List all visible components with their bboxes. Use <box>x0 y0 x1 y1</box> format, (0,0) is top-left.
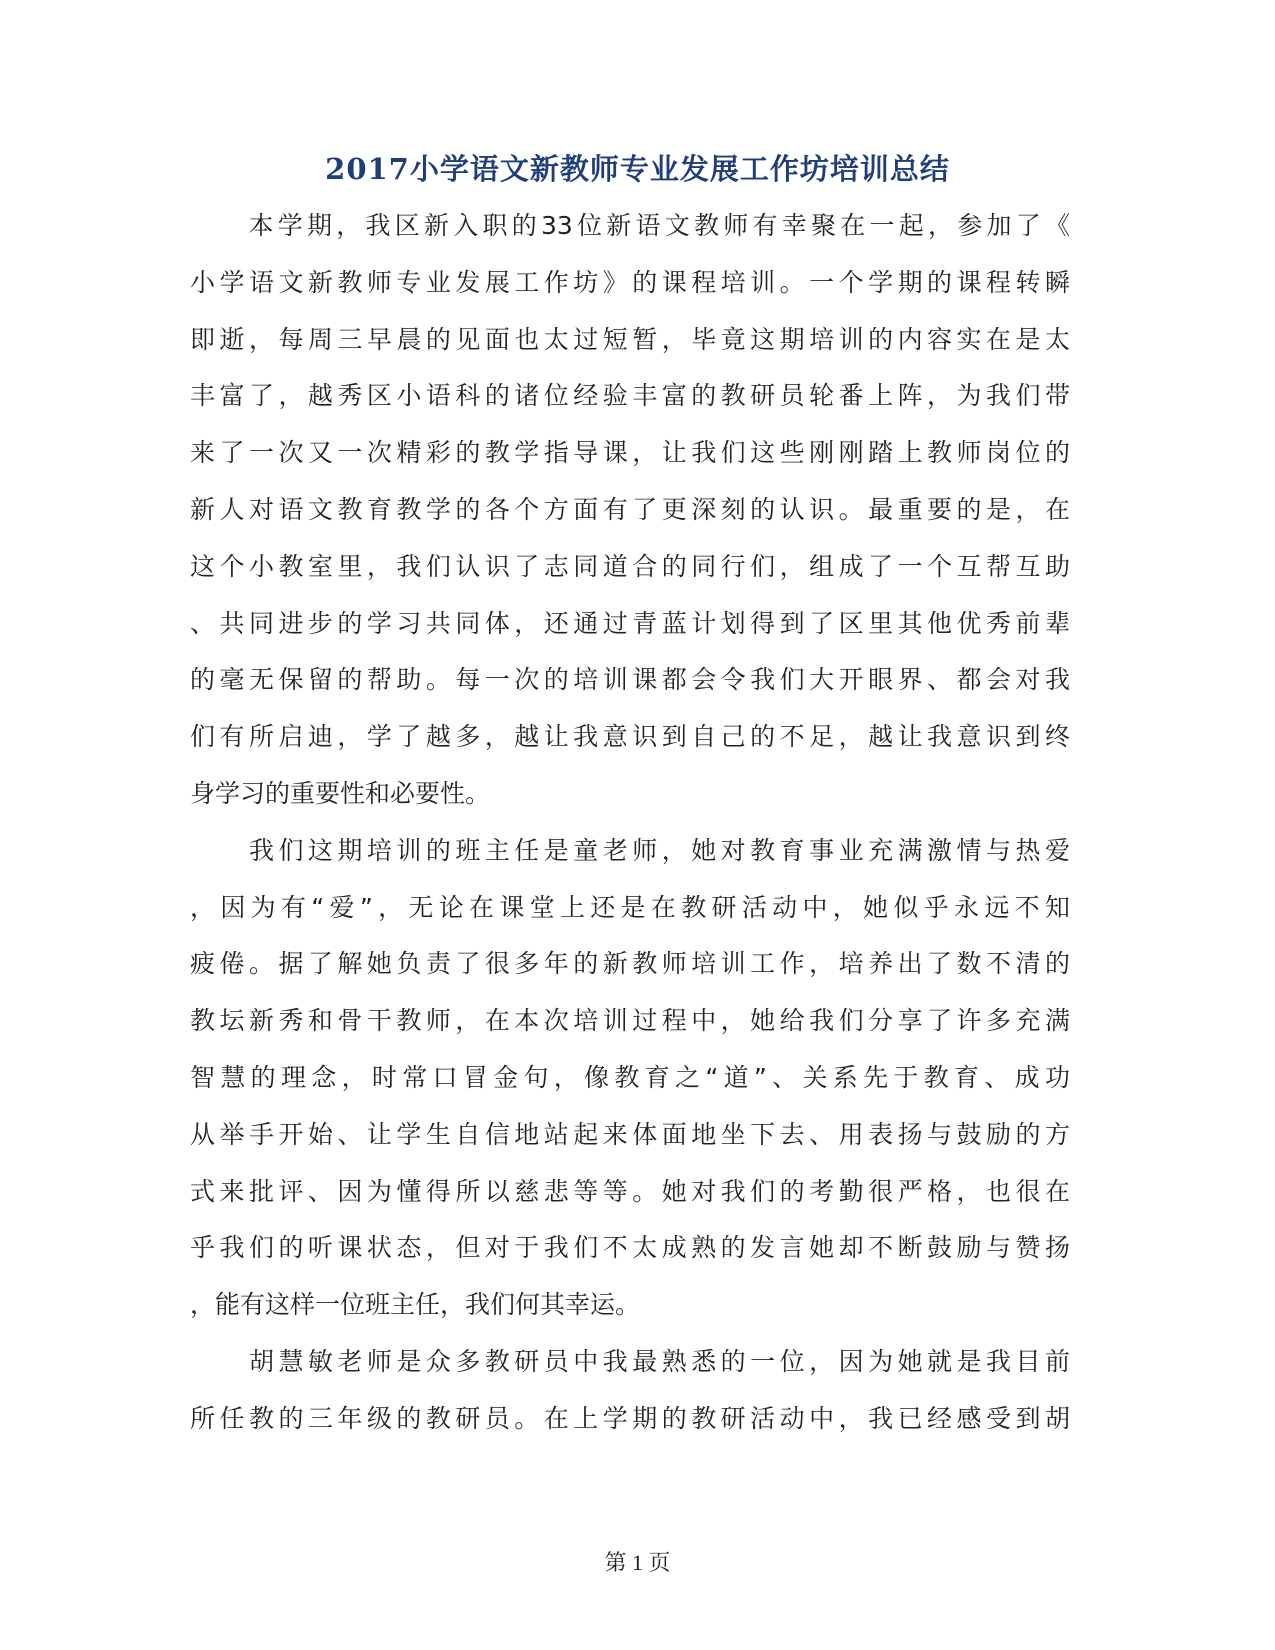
page-number: 第 1 页 <box>604 1550 671 1575</box>
paragraph-line: 丰富了，越秀区小语科的诸位经验丰富的教研员轮番上阵，为我们带 <box>190 381 1070 411</box>
paragraph-line: 们有所启迪，学了越多，越让我意识到自己的不足，越让我意识到终 <box>190 722 1070 752</box>
paragraph-line: 从举手开始、让学生自信地站起来体面地坐下去、用表扬与鼓励的方 <box>190 1119 1070 1149</box>
paragraph-line: 小学语文新教师专业发展工作坊》的课程培训。一个学期的课程转瞬 <box>190 267 1070 297</box>
paragraph-line: 胡慧敏老师是众多教研员中我最熟悉的一位，因为她就是我目前 <box>190 1346 1070 1376</box>
paragraph-line: 所任教的三年级的教研员。在上学期的教研活动中，我已经感受到胡 <box>190 1403 1070 1433</box>
paragraph-line: 即逝，每周三早晨的见面也太过短暂，毕竟这期培训的内容实在是太 <box>190 324 1070 354</box>
paragraph-line: 智慧的理念，时常口冒金句，像教育之“道”、关系先于教育、成功 <box>190 1062 1070 1092</box>
paragraph-line: 的毫无保留的帮助。每一次的培训课都会令我们大开眼界、都会对我 <box>190 665 1070 695</box>
paragraph-line: 疲倦。据了解她负责了很多年的新教师培训工作，培养出了数不清的 <box>190 949 1070 979</box>
paragraph-line: 身学习的重要性和必要性。 <box>190 778 491 808</box>
paragraph-line: ，能有这样一位班主任，我们何其幸运。 <box>190 1290 641 1320</box>
paragraph-line: 我们这期培训的班主任是童老师，她对教育事业充满激情与热爱 <box>190 835 1070 865</box>
paragraph-line: 新人对语文教育教学的各个方面有了更深刻的认识。最重要的是，在 <box>190 494 1070 524</box>
paragraph-line: 来了一次又一次精彩的教学指导课，让我们这些刚刚踏上教师岗位的 <box>190 438 1070 468</box>
paragraph-line: 本学期，我区新入职的33位新语文教师有幸聚在一起，参加了《 <box>190 211 1070 240</box>
document-body <box>190 198 1070 1448</box>
paragraph-line: 式来批评、因为懂得所以慈悲等等。她对我们的考勤很严格，也很在 <box>190 1176 1070 1206</box>
paragraph-line: 教坛新秀和骨干教师，在本次培训过程中，她给我们分享了许多充满 <box>190 1006 1070 1036</box>
paragraph-line: 乎我们的听课状态，但对于我们不太成熟的发言她却不断鼓励与赞扬 <box>190 1233 1070 1263</box>
paragraph-line: 这个小教室里，我们认识了志同道合的同行们，组成了一个互帮互助 <box>190 551 1070 581</box>
paragraph-line: ，因为有“爱”，无论在课堂上还是在教研活动中，她似乎永远不知 <box>190 892 1070 922</box>
document-title: 2017小学语文新教师专业发展工作坊培训总结 <box>325 152 950 186</box>
paragraph-line: 、共同进步的学习共同体，还通过青蓝计划得到了区里其他优秀前辈 <box>190 608 1070 638</box>
